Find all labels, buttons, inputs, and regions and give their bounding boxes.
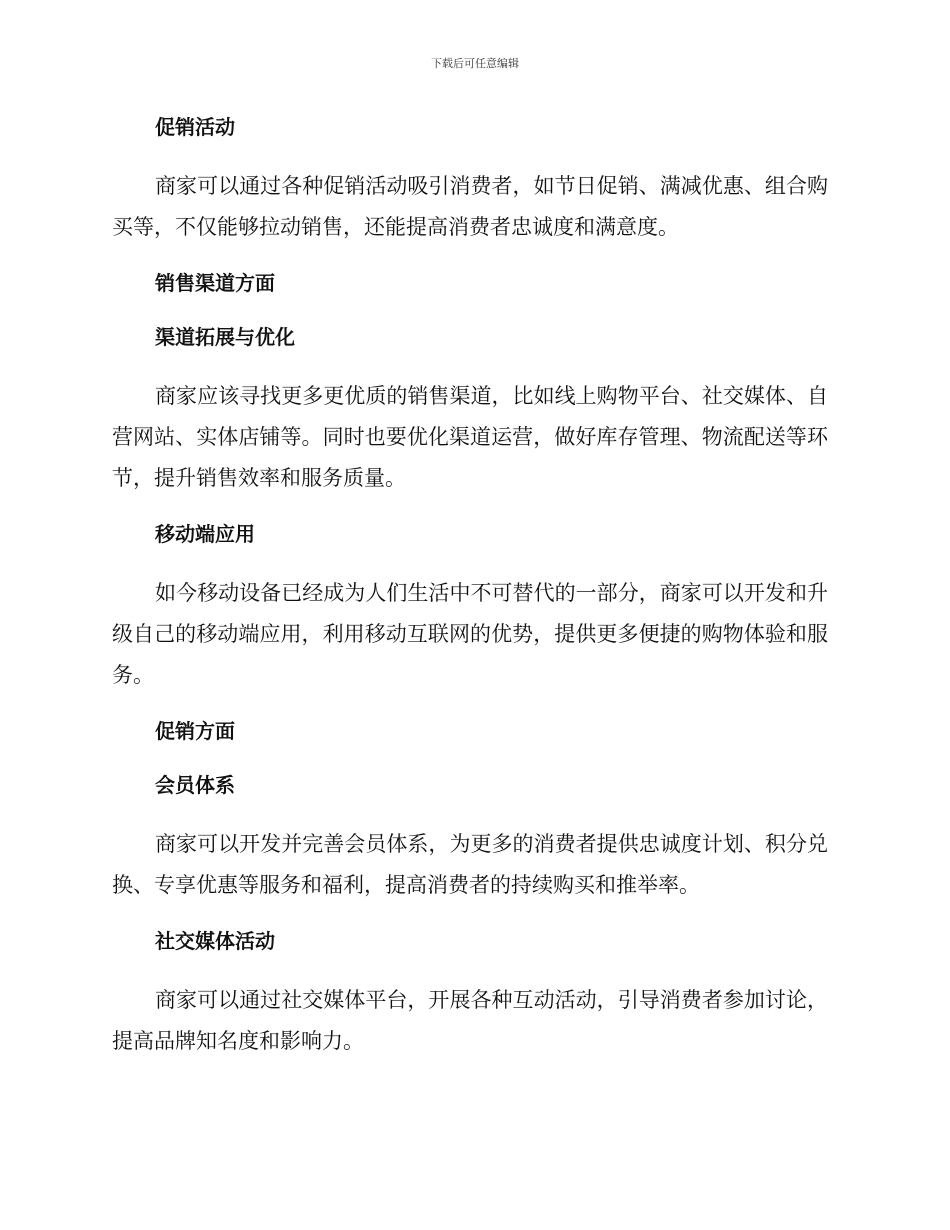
paragraph-membership: 商家可以开发并完善会员体系，为更多的消费者提供忠诚度计划、积分兑换、专享优惠等服务和福利，提高消费者的持续购买和推举率。 <box>112 832 828 897</box>
heading-membership: 会员体系 <box>155 773 235 797</box>
paragraph-promo-activity: 商家可以通过各种促销活动吸引消费者，如节日促销、满减优惠、组合购买等，不仅能够拉动销售，还能提高消费者忠诚度和满意度。 <box>112 174 828 239</box>
heading-promo-activity: 促销活动 <box>155 115 235 139</box>
heading-sales-channel: 销售渠道方面 <box>155 271 275 295</box>
document-body <box>112 112 828 1062</box>
paragraph-social-media: 商家可以通过社交媒体平台，开展各种互动活动，引导消费者参加讨论，提高品牌知名度和影响力。 <box>112 988 828 1053</box>
paragraph-channel-expansion: 商家应该寻找更多更优质的销售渠道，比如线上购物平台、社交媒体、自营网站、实体店铺等。同时也要优化渠道运营，做好库存管理、物流配送等环节，提升销售效率和服务质量。 <box>112 384 828 490</box>
heading-promotion: 促销方面 <box>155 719 235 743</box>
paragraph-mobile-app: 如今移动设备已经成为人们生活中不可替代的一部分，商家可以开发和升级自己的移动端应用，利用移动互联网的优势，提供更多便捷的购物体验和服务。 <box>112 581 828 687</box>
header-note: 下载后可任意编辑 <box>431 57 519 70</box>
heading-channel-expansion: 渠道拓展与优化 <box>155 325 295 349</box>
heading-mobile-app: 移动端应用 <box>155 522 255 546</box>
heading-social-media: 社交媒体活动 <box>155 929 275 953</box>
